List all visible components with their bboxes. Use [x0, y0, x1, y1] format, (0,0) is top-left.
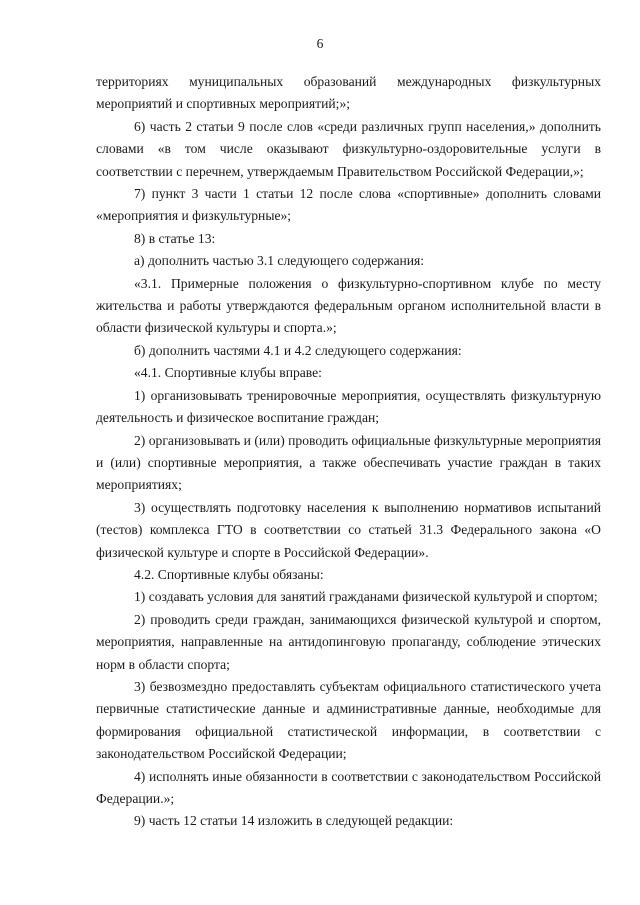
paragraph-4-2-item-2: 2) проводить среди граждан, занимающихся физической культурой и спортом, мероприятия, направленные на антидопинговую пропаганду, соблюдение этических норм в области спорта; [96, 611, 601, 672]
paragraph-4-2-item-4: 4) исполнять иные обязанности в соответствии с законодательством Российской Федерации.»; [96, 768, 601, 806]
paragraph-subitem-a: а) дополнить частью 3.1 следующего содержания: [134, 253, 425, 269]
paragraph-4-1-item-1: 1) организовывать тренировочные мероприятия, осуществлять физкультурную деятельность и физическое воспитание граждан; [96, 387, 601, 426]
page-number: 6 [316, 36, 324, 51]
document-body [96, 71, 601, 833]
paragraph-item-8: 8) в статье 13: [134, 230, 216, 246]
paragraph-part-4-2-heading: 4.2. Спортивные клубы обязаны: [134, 566, 324, 582]
paragraph-item-7: 7) пункт 3 части 1 статьи 12 после слова «спортивные» дополнить словами «мероприятия и физкультурные»; [96, 186, 601, 224]
paragraph-subitem-b: б) дополнить частями 4.1 и 4.2 следующего содержания: [134, 342, 462, 358]
paragraph-4-1-item-2: 2) организовывать и (или) проводить официальные физкультурные мероприятия и (или) спортивные мероприятия, а также обеспечивать участие граждан в таких мероприятиях; [96, 432, 601, 493]
paragraph-part-4-1-heading: «4.1. Спортивные клубы вправе: [134, 365, 322, 381]
paragraph-item-9: 9) часть 12 статьи 14 изложить в следующей редакции: [134, 813, 454, 829]
paragraph-continuation: территориях муниципальных образований международных физкультурных мероприятий и спортивных мероприятий;»; [96, 74, 601, 112]
paragraph-part-3-1: «3.1. Примерные положения о физкультурно-спортивном клубе по месту жительства и работы утверждаются федеральным органом исполнительной власти в области физической культуры и спорта.»; [96, 275, 601, 336]
paragraph-item-6: 6) часть 2 статьи 9 после слов «среди различных групп населения,» дополнить словами «в том числе оказывают физкультурно-оздоровительные услуги в соответствии с перечнем, утверждаемым Правительством Российской Федерации,»; [96, 118, 601, 179]
paragraph-4-2-item-3: 3) безвозмездно предоставлять субъектам официального статистического учета первичные статистические данные и административные данные, необходимые для формирования официальной статистической информации, в соответствии с законодательством Российской Федерации; [96, 678, 601, 762]
paragraph-4-1-item-3: 3) осуществлять подготовку населения к выполнению нормативов испытаний (тестов) комплекса ГТО в соответствии со статьей 31.3 Федерального закона «О физической культуре и спорте в Российской Федерации». [96, 499, 601, 560]
paragraph-4-2-item-1: 1) создавать условия для занятий гражданами физической культурой и спортом; [134, 589, 598, 605]
